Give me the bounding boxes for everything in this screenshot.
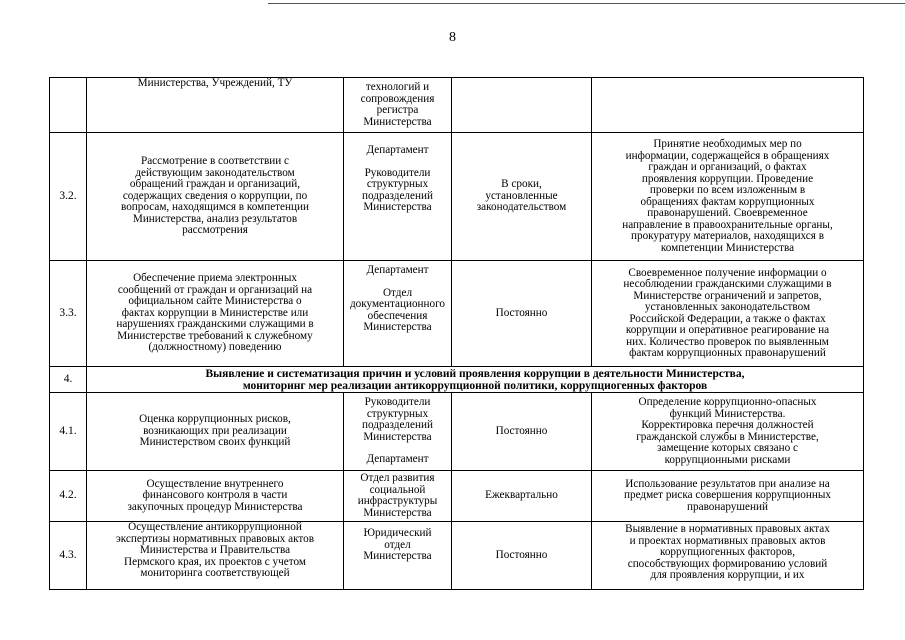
- result-line: Принятие необходимых мер по: [653, 138, 802, 150]
- result-line: установленных законодательством: [644, 301, 811, 313]
- result-cell: [592, 133, 864, 261]
- result-line: Министерстве ограничений и запретов,: [633, 289, 822, 302]
- result-line: Корректировка перечня должностей: [641, 419, 814, 431]
- executor-line: Департамент: [366, 144, 429, 156]
- result-line: замещение которых связано с: [657, 442, 798, 454]
- result-line: предмет риска совершения коррупционных: [624, 489, 831, 502]
- result-line: способствующих формированию условий: [627, 557, 828, 570]
- executor-line: Департамент: [366, 453, 429, 466]
- page-top-rule: [268, 3, 905, 4]
- executor-line: отдел: [384, 538, 411, 551]
- deadline-line: В сроки,: [501, 178, 542, 191]
- executor-line: Министерства: [363, 506, 432, 519]
- executor-line: подразделений: [362, 419, 433, 432]
- measure-line: Министерства и Правительства: [139, 544, 291, 556]
- executor-line: инфраструктуры: [357, 495, 438, 507]
- measure-line: возникающих при реализации: [143, 424, 287, 437]
- table-row: [50, 133, 864, 261]
- result-line: коррупционными рисками: [664, 453, 791, 466]
- measure-line: (должностному) поведению: [148, 341, 282, 354]
- result-line: правонарушений: [687, 500, 768, 513]
- result-line: коррупции и оперативное реагирование на: [625, 324, 830, 336]
- page-number: 8: [449, 30, 456, 45]
- deadline-cell: [452, 522, 592, 590]
- result-line: прокуратуру материалов, находящихся в: [630, 230, 824, 242]
- executor-line: структурных: [366, 407, 429, 420]
- executor-line: подразделений: [362, 189, 433, 202]
- measure-line: Министерства, Учреждений, ТУ: [137, 77, 293, 89]
- measure-line: Министерстве требований к служебному: [117, 329, 313, 342]
- deadline-cell: [452, 471, 592, 522]
- result-line: направление в правоохранительные органы,: [622, 218, 833, 231]
- executor-line: обеспечения: [367, 309, 428, 322]
- item-number-cell: 4.: [50, 367, 87, 393]
- result-line: несоблюдении гражданскими служащими в: [623, 278, 832, 290]
- result-line: Выявление в нормативных правовых актах: [625, 523, 830, 535]
- measure-line: закупочных процедур Министерства: [127, 500, 303, 513]
- executor-cell: [344, 261, 452, 367]
- section-title-line: мониторинг мер реализации антикоррупционной политики, коррупциогенных факторов: [242, 379, 708, 392]
- table-row: [50, 471, 864, 522]
- measure-line: фактах коррупции в Министерстве или: [121, 306, 309, 319]
- measure-line: Рассмотрение в соответствии с: [140, 155, 290, 168]
- result-line: и проектах нормативных правовых актов: [629, 534, 826, 547]
- executor-line: Министерства: [363, 201, 432, 213]
- result-line: Своевременное получение информации о: [628, 266, 827, 279]
- result-line: коррупциогенных факторов,: [659, 546, 796, 558]
- item-number-cell: [50, 78, 87, 133]
- result-line: Использование результатов при анализе на: [625, 477, 830, 490]
- measure-cell: [87, 78, 344, 133]
- table-row: [50, 393, 864, 471]
- deadline-cell: [452, 78, 592, 133]
- executor-line: регистра: [376, 104, 419, 116]
- measure-line: финансового контроля в части: [142, 489, 288, 502]
- result-line: граждан и организаций, о фактах: [648, 161, 807, 173]
- result-line: функций Министерства.: [669, 407, 786, 420]
- measure-line: вопросам, находящимся в компетенции: [121, 201, 309, 214]
- result-cell: [592, 522, 864, 590]
- result-line: правонарушений. Своевременное: [647, 207, 808, 219]
- measure-line: сообщений от граждан и организаций на: [117, 283, 313, 296]
- item-number-cell: 3.3.: [50, 261, 87, 367]
- table-row: [50, 261, 864, 367]
- measure-line: Министерством своих функций: [139, 436, 291, 449]
- result-cell: [592, 78, 864, 133]
- result-line: гражданской службы в Министерстве,: [636, 430, 819, 443]
- anticorruption-plan-table: [49, 77, 864, 590]
- deadline-line: установленные: [485, 189, 558, 202]
- executor-line: Министерства: [363, 321, 432, 333]
- executor-line: Министерства: [363, 430, 432, 443]
- executor-line: Департамент: [366, 264, 429, 276]
- measure-line: официальном сайте Министерства о: [128, 295, 302, 308]
- executor-line: социальной: [369, 483, 426, 496]
- result-line: проверки по всем изложенным в: [649, 184, 806, 196]
- executor-line: структурных: [366, 178, 429, 190]
- table-row: [50, 78, 864, 133]
- measure-line: Министерства, анализ результатов: [132, 212, 298, 225]
- measure-line: содержащих сведения о коррупции, по: [122, 189, 308, 202]
- executor-cell: [344, 393, 452, 471]
- executor-line: Руководители: [364, 166, 431, 179]
- deadline-line: Постоянно: [495, 306, 548, 319]
- item-number-cell: 3.2.: [50, 133, 87, 261]
- executor-line: Министерства: [363, 550, 432, 562]
- executor-line: Отдел развития: [360, 472, 435, 484]
- section-title-line: Выявление и систематизация причин и условий проявления коррупции в деятельности Министерства,: [205, 367, 745, 380]
- executor-cell: [344, 522, 452, 590]
- result-cell: [592, 261, 864, 367]
- executor-line: Отдел: [382, 286, 413, 299]
- measure-line: Оценка коррупционных рисков,: [139, 413, 291, 426]
- measure-line: действующим законодательством: [135, 166, 295, 179]
- result-line: проявления коррупции. Проведение: [641, 172, 814, 185]
- result-line: Российской Федерации, а также о фактах: [629, 312, 826, 325]
- executor-line: Юридический: [363, 527, 432, 539]
- measure-line: нарушениях гражданскими служащими в: [116, 318, 314, 331]
- measure-line: Обеспечение приема электронных: [133, 272, 297, 285]
- item-number-cell: 4.1.: [50, 393, 87, 471]
- measure-line: Пермского края, их проектов с учетом: [124, 555, 306, 568]
- measure-line: обращений граждан и организаций,: [129, 178, 301, 191]
- result-cell: [592, 471, 864, 522]
- result-line: компетенции Министерства: [660, 241, 795, 254]
- section-row: [50, 367, 864, 393]
- measure-line: Осуществление внутреннего: [146, 477, 284, 490]
- measure-cell: [87, 471, 344, 522]
- deadline-cell: [452, 393, 592, 471]
- measure-cell: [87, 522, 344, 590]
- measure-cell: [87, 393, 344, 471]
- deadline-cell: [452, 133, 592, 261]
- executor-line: Министерства: [363, 115, 432, 128]
- item-number-cell: 4.2.: [50, 471, 87, 522]
- result-line: для проявления коррупции, и их: [650, 569, 805, 581]
- deadline-cell: [452, 261, 592, 367]
- executor-cell: [344, 471, 452, 522]
- item-number-cell: 4.3.: [50, 522, 87, 590]
- measure-line: мониторинга соответствующей: [140, 567, 290, 579]
- table-row: [50, 522, 864, 590]
- deadline-line: Постоянно: [495, 548, 548, 561]
- result-line: обращениях фактам коррупционных: [640, 195, 815, 208]
- executor-line: сопровождения: [360, 92, 435, 105]
- executor-cell: [344, 78, 452, 133]
- result-line: информации, содержащейся в обращениях: [625, 149, 830, 162]
- executor-cell: [344, 133, 452, 261]
- deadline-line: Постоянно: [495, 424, 548, 437]
- measure-cell: [87, 133, 344, 261]
- section-title-cell: [87, 367, 864, 393]
- measure-cell: [87, 261, 344, 367]
- result-cell: [592, 393, 864, 471]
- measure-line: рассмотрения: [182, 224, 248, 237]
- measure-line: экспертизы нормативных правовых актов: [115, 532, 315, 545]
- result-line: Определение коррупционно-опасных: [638, 396, 817, 408]
- result-line: фактам коррупционных правонарушений: [629, 347, 826, 359]
- deadline-line: законодательством: [476, 201, 567, 214]
- executor-line: документационного: [349, 298, 446, 310]
- deadline-line: Ежеквартально: [485, 489, 558, 502]
- result-line: них. Количество проверок по выявленным: [626, 335, 829, 348]
- executor-line: Руководители: [364, 396, 431, 409]
- executor-line: технологий и: [365, 81, 430, 93]
- measure-line: Осуществление антикоррупционной: [128, 521, 302, 533]
